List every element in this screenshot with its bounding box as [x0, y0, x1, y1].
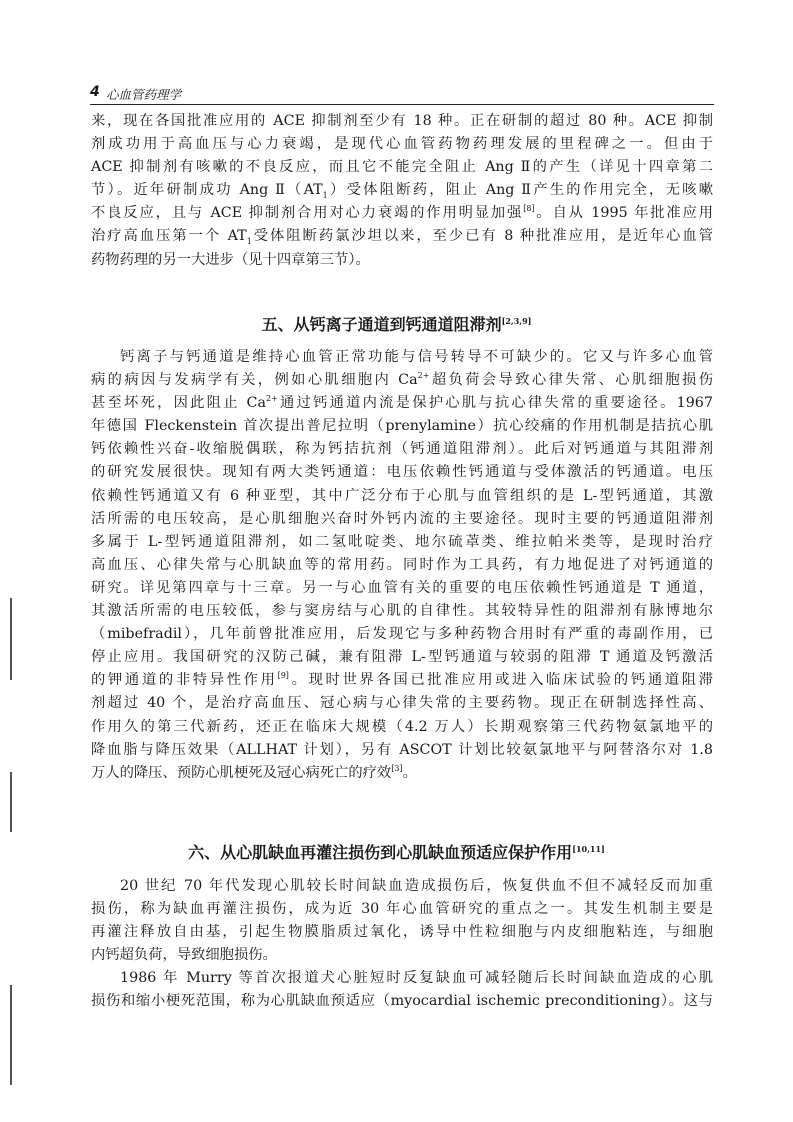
text-run: 超负荷会导致心律失常、心肌细胞损伤	[429, 372, 713, 389]
section-heading	[0, 840, 793, 863]
text-line	[91, 921, 713, 944]
text-line	[91, 646, 713, 669]
text-line	[91, 346, 713, 369]
text-run: 受体阻断药氯沙坦以来，至少已有 8 种批准应用，是近年心血管	[251, 228, 714, 245]
section-title: 五、从钙离子通道到钙通道阻滞剂	[261, 315, 502, 334]
text-line	[91, 692, 713, 715]
text-line	[91, 739, 713, 762]
text-run: 停止应用。我国研究的汉防己碱，兼有阻滞 L-型钙通道与较弱的阻滞 T 通道及钙激活	[91, 649, 713, 666]
citation-superscript: [9]	[277, 671, 289, 681]
citation-superscript: [3]	[391, 763, 403, 773]
text-run: 不良反应，且与 ACE 抑制剂合用对心力衰竭的作用明显加强	[91, 205, 524, 222]
text-line	[91, 623, 713, 646]
text-run: （mibefradil），几年前曾批准应用，后发现它与多种药物合用时有严重的毒副作用，已	[91, 626, 713, 643]
text-line	[91, 577, 713, 600]
text-run: 。现时世界各国已批准应用或进入临床试验的钙通道阻滞	[288, 672, 714, 689]
text-line	[91, 762, 713, 785]
scan-artifact-line	[10, 772, 12, 832]
page-number: 4	[90, 84, 100, 100]
text-line	[91, 225, 713, 248]
text-line	[91, 600, 713, 623]
text-run: 来，现在各国批准应用的 ACE 抑制剂至少有 18 种。正在研制的超过 80 种。ACE 抑制	[91, 113, 714, 129]
text-run: 的钾通道的非特异性作用	[91, 672, 278, 689]
text-line	[91, 485, 713, 508]
text-line	[91, 110, 713, 133]
text-line	[91, 133, 713, 156]
text-run: 病的病因与发病学有关，例如心肌细胞内 Ca	[91, 372, 418, 389]
text-run: ）受体阻断药，阻止 Ang Ⅱ产生的作用完全，无咳嗽	[327, 182, 713, 199]
text-line	[91, 898, 713, 921]
text-line	[91, 669, 713, 692]
text-run: 的研究发展很快。现知有两大类钙通道：电压依赖性钙通道与受体激活的钙通道。电压	[91, 464, 713, 481]
citation-superscript: 2+	[265, 394, 278, 404]
paragraph	[91, 110, 713, 272]
text-run: 。自从 1995 年批准应用	[534, 205, 713, 222]
text-run: 降血脂与降压效果（ALLHAT 计划），另有 ASCOT 计划比较氨氯地平与阿替洛尔对 1.8	[91, 741, 713, 758]
running-header	[90, 84, 714, 105]
text-line	[91, 875, 713, 898]
text-line	[91, 202, 713, 225]
text-line	[91, 438, 713, 461]
text-run: 损伤，称为缺血再灌注损伤，成为近 30 年心血管研究的重点之一。其发生机制主要是	[91, 901, 713, 918]
text-run: 通过钙通道内流是保护心肌与抗心律失常的重要途径。1967	[277, 395, 713, 412]
text-line	[91, 967, 713, 990]
text-run: 节）。近年研制成功 Ang Ⅱ（AT	[91, 182, 323, 199]
text-run: 内钙超负荷，导致细胞损伤。	[91, 947, 277, 964]
text-run: 活所需的电压较高，是心肌细胞兴奋时外钙内流的主要途径。现时主要的钙通道阻滞剂	[91, 510, 713, 527]
text-run: 作用久的第三代新药，还正在临床大规模（4.2 万人）长期观察第三代药物氨氯地平的	[91, 718, 713, 735]
text-line	[91, 716, 713, 739]
text-run: 万人的降压、预防心肌梗死及冠心病死亡的疗效	[91, 764, 392, 781]
section-refs: [2,3,9]	[501, 316, 532, 326]
text-run: 。	[402, 764, 417, 781]
text-line	[91, 369, 713, 392]
text-run: 钙离子与钙通道是维持心血管正常功能与信号转导不可缺少的。它又与许多心血管	[120, 349, 713, 365]
text-run: 治疗高血压第一个 AT	[91, 228, 247, 245]
text-run: 年德国 Fleckenstein 首次提出普尼拉明（prenylamine）抗心绞痛的作用机制是拮抗心肌	[91, 418, 713, 435]
text-run: 损伤和缩小梗死范围，称为心肌缺血预适应（myocardial ischemic preconditioning）。这与	[91, 993, 713, 1010]
text-run: 再灌注释放自由基，引起生物膜脂质过氧化，诱导中性粒细胞与内皮细胞粘连，与细胞	[91, 924, 713, 941]
text-run: 高血压、心律失常与心肌缺血等的常用药。同时作为工具药，有力地促进了对钙通道的	[91, 556, 713, 573]
text-run: 剂超过 40 个，是治疗高血压、冠心病与心律失常的主要药物。现正在研制选择性高、	[91, 695, 713, 712]
section-title: 六、从心肌缺血再灌注损伤到心肌缺血预适应保护作用	[188, 843, 573, 862]
text-line	[91, 415, 713, 438]
section-heading	[0, 312, 793, 335]
text-run: 多属于 L-型钙通道阻滞剂，如二氢吡啶类、地尔硫䓬类、维拉帕米类等，是现时治疗	[91, 533, 713, 550]
paragraph	[91, 875, 713, 967]
section-refs: [10,11]	[572, 844, 605, 854]
text-line	[91, 249, 713, 272]
text-line	[91, 392, 713, 415]
paragraph	[91, 346, 713, 785]
text-run: ACE 抑制剂有咳嗽的不良反应，而且它不能完全阻止 Ang Ⅱ的产生（详见十四章第二	[91, 159, 713, 176]
text-run: 钙依赖性兴奋-收缩脱偶联，称为钙拮抗剂（钙通道阻滞剂）。此后对钙通道与其阻滞剂	[91, 441, 713, 458]
text-line	[91, 554, 713, 577]
text-line	[91, 531, 713, 554]
text-run: 其激活所需的电压较低，参与窦房结与心肌的自律性。其较特异性的阻滞剂有脉博地尔	[91, 603, 713, 620]
subscript: 1	[246, 237, 252, 247]
paragraph	[91, 967, 713, 1013]
scan-artifact-line	[10, 598, 12, 680]
subscript: 1	[322, 191, 328, 201]
text-line	[91, 179, 713, 202]
running-title: 心血管药理学	[106, 87, 182, 102]
text-run: 依赖性钙通道又有 6 种亚型，其中广泛分布于心肌与血管组织的是 L-型钙通道，其激	[91, 487, 713, 504]
citation-superscript: 2+	[417, 371, 430, 381]
text-run: 药物药理的另一大进步（见十四章第三节）。	[91, 251, 370, 268]
citation-superscript: [8]	[523, 204, 535, 214]
text-line	[91, 990, 713, 1013]
scan-artifact-line	[10, 985, 12, 1085]
text-run: 甚至坏死，因此阻止 Ca	[91, 395, 266, 412]
text-line	[91, 944, 713, 967]
text-line	[91, 461, 713, 484]
text-run: 研究。详见第四章与十三章。另一与心血管有关的重要的电压依赖性钙通道是 T 通道，	[91, 579, 713, 596]
text-run: 剂成功用于高血压与心力衰竭，是现代心血管药物药理发展的里程碑之一。但由于	[91, 136, 713, 153]
text-line	[91, 508, 713, 531]
text-run: 1986 年 Murry 等首次报道犬心脏短时反复缺血可减轻随后长时间缺血造成的心肌	[120, 970, 713, 986]
text-line	[91, 156, 713, 179]
text-run: 20 世纪 70 年代发现心肌较长时间缺血造成损伤后，恢复供血不但不减轻反而加重	[120, 878, 713, 894]
